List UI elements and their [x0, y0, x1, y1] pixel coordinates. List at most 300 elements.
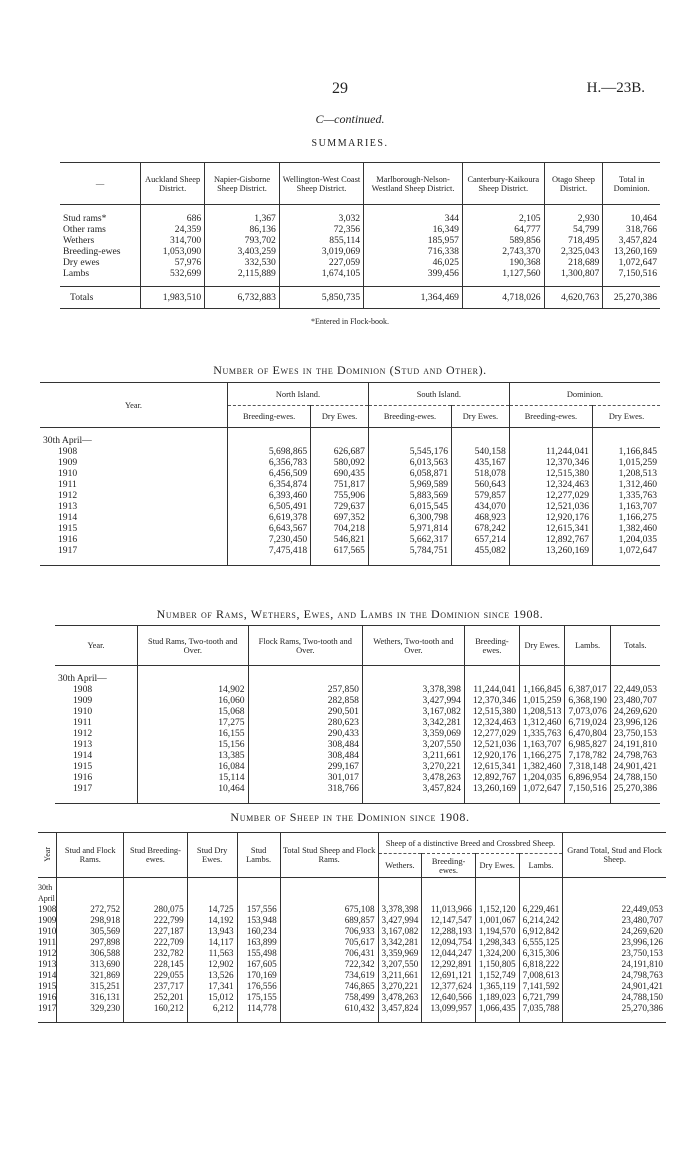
ewes-cell: 1,204,035: [592, 534, 660, 545]
summaries-col-header: Auckland Sheep District.: [141, 163, 205, 205]
rams-cell: 14,902: [138, 684, 249, 695]
rams-cell: 7,318,148: [565, 761, 610, 772]
ewes-row: [40, 479, 660, 490]
rams-year: 1917: [73, 782, 93, 794]
rams-cell: 24,269,620: [610, 706, 660, 717]
rams-col-header: Lambs.: [565, 626, 610, 666]
sheep-cell: 734,619: [280, 970, 378, 981]
ewes-cell: 12,920,176: [509, 512, 592, 523]
rams-cell: 12,920,176: [464, 750, 519, 761]
sheep-cell: 758,499: [280, 992, 378, 1003]
rams-cell: 15,068: [138, 706, 249, 717]
rams-row: [55, 750, 660, 761]
ewes-cell: 6,356,783: [228, 457, 311, 468]
sheep-table-title: Number of Sheep in the Dominion since 1908.: [230, 810, 470, 824]
summaries-row-label: Breeding-ewes: [63, 245, 121, 257]
ewes-cell: 6,643,567: [228, 523, 311, 534]
sheep-cell: 272,752: [57, 904, 124, 915]
rams-cell: 23,750,153: [610, 728, 660, 739]
ewes-cell: 690,435: [311, 468, 369, 479]
summaries-row: [60, 257, 660, 268]
summaries-cell: 716,338: [364, 246, 463, 257]
rams-year: 1909: [73, 694, 93, 706]
ewes-cell: 12,892,767: [509, 534, 592, 545]
ewes-cell: 12,515,380: [509, 468, 592, 479]
sheep-year-header: Year: [42, 846, 52, 862]
summaries-totals-label: Totals: [70, 292, 94, 303]
sheep-cell: 305,569: [57, 926, 124, 937]
rams-cell: 301,017: [248, 772, 362, 783]
ewes-year: 1909: [58, 456, 78, 468]
sheep-cell: 689,857: [280, 915, 378, 926]
sheep-cell: 237,717: [124, 981, 188, 992]
summaries-cell: 10,464: [603, 213, 660, 224]
sheep-cell: 155,498: [237, 948, 280, 959]
sheep-cell: 222,799: [124, 915, 188, 926]
rams-col-header: Wethers, Two-tooth and Over.: [362, 626, 464, 666]
summaries-cell: 532,699: [141, 268, 205, 279]
sheep-cell: 3,211,661: [378, 970, 422, 981]
sheep-cell: 12,292,891: [422, 959, 476, 970]
sheep-cell: 1,189,023: [475, 992, 519, 1003]
ewes-group-north: North Island.: [228, 383, 369, 406]
ewes-table-title: Number of Ewes in the Dominion (Stud and Other).: [213, 363, 487, 377]
ewes-cell: 5,969,589: [368, 479, 451, 490]
ewes-cell: 1,208,513: [592, 468, 660, 479]
sheep-cell: 17,341: [187, 981, 237, 992]
ewes-cell: 1,166,275: [592, 512, 660, 523]
ewes-cell: 11,244,041: [509, 446, 592, 457]
sheep-cell: 160,212: [124, 1003, 188, 1014]
sheep-cell: 24,191,810: [563, 959, 666, 970]
summaries-cell: 1,072,647: [603, 257, 660, 268]
sheep-cell: 6,315,306: [519, 948, 563, 959]
page-number: 29: [332, 80, 348, 97]
ewes-year: 1913: [58, 500, 78, 512]
rams-cell: 22,449,053: [610, 684, 660, 695]
sheep-cell: 329,230: [57, 1003, 124, 1014]
rams-col-header: Flock Rams, Two-tooth and Over.: [248, 626, 362, 666]
rams-cell: 24,788,150: [610, 772, 660, 783]
ewes-cell: 697,352: [311, 512, 369, 523]
summaries-row: [60, 268, 660, 279]
summaries-cell: 2,105: [462, 213, 544, 224]
rams-cell: 17,275: [138, 717, 249, 728]
rams-cell: 282,858: [248, 695, 362, 706]
sheep-cell: 3,359,969: [378, 948, 422, 959]
ewes-cell: 617,565: [311, 545, 369, 556]
sheep-row: [38, 959, 666, 970]
sheep-cell: 6,555,125: [519, 937, 563, 948]
summaries-col-header: Canterbury-Kaikoura Sheep District.: [462, 163, 544, 205]
sheep-cell: 228,145: [124, 959, 188, 970]
ewes-cell: 1,015,259: [592, 457, 660, 468]
summaries-cell: 3,457,824: [603, 235, 660, 246]
sheep-cell: 3,478,263: [378, 992, 422, 1003]
ewes-year: 1912: [58, 489, 78, 501]
ewes-cell: 12,324,463: [509, 479, 592, 490]
rams-table-title: Number of Rams, Wethers, Ewes, and Lambs in the Dominion since 1908.: [156, 607, 544, 621]
sheep-cell: 22,449,053: [563, 904, 666, 915]
summaries-cell: 314,700: [141, 235, 205, 246]
ewes-cell: 1,335,763: [592, 490, 660, 501]
summaries-cell: 46,025: [364, 257, 463, 268]
sheep-row: [38, 948, 666, 959]
rams-cell: 3,478,263: [362, 772, 464, 783]
ewes-sub-dry: Dry Ewes.: [311, 406, 369, 428]
rams-cell: 1,163,707: [520, 739, 565, 750]
ewes-cell: 5,784,751: [368, 545, 451, 556]
summaries-cell: 318,766: [603, 224, 660, 235]
ewes-cell: 5,545,176: [368, 446, 451, 457]
rams-row: [55, 706, 660, 717]
summaries-cell: 344: [364, 213, 463, 224]
summaries-cell: 1,674,105: [279, 268, 363, 279]
sheep-cell: 7,141,592: [519, 981, 563, 992]
rams-cell: 16,060: [138, 695, 249, 706]
rams-cell: 1,166,275: [520, 750, 565, 761]
summaries-table: [60, 162, 660, 309]
ewes-cell: 6,505,491: [228, 501, 311, 512]
rams-cell: 13,260,169: [464, 783, 519, 794]
sheep-cell: 3,457,824: [378, 1003, 422, 1014]
rams-cell: 1,072,647: [520, 783, 565, 794]
summaries-total-cell: 6,732,883: [205, 287, 280, 309]
summaries-row-label: Wethers: [63, 234, 95, 246]
rams-row: [55, 783, 660, 794]
sheep-cell: 11,563: [187, 948, 237, 959]
sheep-year: 1915: [38, 981, 57, 991]
sheep-col-grand-total: Grand Total, Stud and Flock Sheep.: [563, 833, 666, 878]
ewes-row: [40, 545, 660, 556]
summaries-cell: 218,689: [544, 257, 603, 268]
rams-year: 1908: [73, 683, 93, 695]
rams-cell: 3,359,069: [362, 728, 464, 739]
summaries-cell: 227,059: [279, 257, 363, 268]
ewes-year-header: Year.: [40, 383, 228, 428]
ewes-cell: 755,906: [311, 490, 369, 501]
ewes-cell: 518,078: [452, 468, 510, 479]
ewes-row: [40, 490, 660, 501]
rams-cell: 12,892,767: [464, 772, 519, 783]
sheep-cell: 1,324,200: [475, 948, 519, 959]
sheep-cell: 6,721,799: [519, 992, 563, 1003]
rams-cell: 6,470,804: [565, 728, 610, 739]
ewes-cell: 12,521,036: [509, 501, 592, 512]
summaries-total-cell: 5,850,735: [279, 287, 363, 309]
sheep-sub-breeding: Breeding-ewes.: [422, 854, 476, 878]
ewes-cell: 6,393,460: [228, 490, 311, 501]
summaries-row-label: Lambs: [63, 267, 90, 279]
sheep-sub-lambs: Lambs.: [519, 854, 563, 878]
summaries-cell: 3,032: [279, 213, 363, 224]
sheep-row: [38, 926, 666, 937]
ewes-sub-breeding: Breeding-ewes.: [228, 406, 311, 428]
rams-cell: 23,996,126: [610, 717, 660, 728]
rams-cell: 12,515,380: [464, 706, 519, 717]
sheep-cell: 12,147,547: [422, 915, 476, 926]
sheep-col-stud-dry: Stud Dry Ewes.: [187, 833, 237, 878]
summaries-row: [60, 235, 660, 246]
ewes-cell: 1,166,845: [592, 446, 660, 457]
rams-cell: 3,378,398: [362, 684, 464, 695]
summaries-cell: 185,957: [364, 235, 463, 246]
rams-cell: 7,150,516: [565, 783, 610, 794]
sheep-cell: 3,427,994: [378, 915, 422, 926]
ewes-row: [40, 468, 660, 479]
sheep-cell: 6,212: [187, 1003, 237, 1014]
sheep-cell: 1,152,120: [475, 904, 519, 915]
sheep-cell: 24,901,421: [563, 981, 666, 992]
sheep-cell: 3,167,082: [378, 926, 422, 937]
sheep-cell: 6,818,222: [519, 959, 563, 970]
ewes-cell: 12,370,346: [509, 457, 592, 468]
rams-cell: 1,208,513: [520, 706, 565, 717]
rams-cell: 6,368,190: [565, 695, 610, 706]
ewes-row: [40, 446, 660, 457]
sheep-cell: 229,055: [124, 970, 188, 981]
ewes-cell: 6,456,509: [228, 468, 311, 479]
ewes-cell: 729,637: [311, 501, 369, 512]
sheep-cell: 167,605: [237, 959, 280, 970]
sheep-cell: 160,234: [237, 926, 280, 937]
rams-cell: 10,464: [138, 783, 249, 794]
sheep-cell: 170,169: [237, 970, 280, 981]
sheep-sub-wethers: Wethers.: [378, 854, 422, 878]
ewes-cell: 435,167: [452, 457, 510, 468]
rams-col-header: Year.: [87, 641, 105, 650]
summaries-row: [60, 246, 660, 257]
summaries-cell: 190,368: [462, 257, 544, 268]
sheep-cell: 23,750,153: [563, 948, 666, 959]
rams-year: 1916: [73, 771, 93, 783]
rams-cell: 257,850: [248, 684, 362, 695]
ewes-year: 1916: [58, 533, 78, 545]
summaries-cell: 793,702: [205, 235, 280, 246]
ewes-cell: 12,615,341: [509, 523, 592, 534]
sheep-cell: 3,270,221: [378, 981, 422, 992]
sheep-year: 1910: [38, 926, 57, 936]
summaries-col-header: —: [95, 179, 105, 188]
sheep-date-label-2: April: [38, 894, 55, 903]
ewes-year: 1910: [58, 467, 78, 479]
sheep-table: [38, 832, 666, 1023]
ewes-row: [40, 457, 660, 468]
summaries-col-header: Napier-Gisborne Sheep District.: [205, 163, 280, 205]
summaries-cell: 855,114: [279, 235, 363, 246]
summaries-cell: 686: [141, 213, 205, 224]
sheep-cell: 12,094,754: [422, 937, 476, 948]
rams-row: [55, 717, 660, 728]
rams-year: 1911: [73, 716, 92, 728]
rams-cell: 7,073,076: [565, 706, 610, 717]
sheep-cell: 12,691,121: [422, 970, 476, 981]
summaries-cell: 2,743,370: [462, 246, 544, 257]
summaries-cell: 332,530: [205, 257, 280, 268]
sheep-cell: 675,108: [280, 904, 378, 915]
sheep-cell: 24,798,763: [563, 970, 666, 981]
rams-cell: 299,167: [248, 761, 362, 772]
rams-cell: 12,615,341: [464, 761, 519, 772]
summaries-col-header: Total in Dominion.: [603, 163, 660, 205]
ewes-cell: 6,619,378: [228, 512, 311, 523]
sheep-cell: 176,556: [237, 981, 280, 992]
ewes-cell: 1,072,647: [592, 545, 660, 556]
summaries-cell: 57,976: [141, 257, 205, 268]
rams-row: [55, 761, 660, 772]
summaries-row-label: Dry ewes: [63, 256, 100, 268]
rams-cell: 1,015,259: [520, 695, 565, 706]
ewes-sub-dry: Dry Ewes.: [452, 406, 510, 428]
ewes-cell: 560,643: [452, 479, 510, 490]
rams-table: [55, 625, 660, 804]
sheep-cell: 24,788,150: [563, 992, 666, 1003]
sheep-cell: 15,012: [187, 992, 237, 1003]
sheep-cell: 7,035,788: [519, 1003, 563, 1014]
ewes-cell: 13,260,169: [509, 545, 592, 556]
sheep-cell: 175,155: [237, 992, 280, 1003]
summaries-cell: 399,456: [364, 268, 463, 279]
sheep-year: 1913: [38, 959, 57, 969]
sheep-cell: 298,918: [57, 915, 124, 926]
sheep-cell: 706,933: [280, 926, 378, 937]
rams-col-header: Stud Rams, Two-tooth and Over.: [138, 626, 249, 666]
rams-cell: 16,155: [138, 728, 249, 739]
ewes-cell: 6,354,874: [228, 479, 311, 490]
sheep-cell: 157,556: [237, 904, 280, 915]
summaries-cell: 72,356: [279, 224, 363, 235]
sheep-cell: 13,943: [187, 926, 237, 937]
summaries-cell: 1,367: [205, 213, 280, 224]
ewes-cell: 6,013,563: [368, 457, 451, 468]
summaries-cell: 2,930: [544, 213, 603, 224]
ewes-cell: 540,158: [452, 446, 510, 457]
sheep-row: [38, 937, 666, 948]
rams-row: [55, 684, 660, 695]
sheep-cell: 280,075: [124, 904, 188, 915]
rams-cell: 290,433: [248, 728, 362, 739]
sheep-cell: 297,898: [57, 937, 124, 948]
ewes-cell: 546,821: [311, 534, 369, 545]
ewes-cell: 657,214: [452, 534, 510, 545]
ewes-row: [40, 534, 660, 545]
sheep-cell: 1,150,805: [475, 959, 519, 970]
sheep-cell: 1,001,067: [475, 915, 519, 926]
ewes-group-dominion: Dominion.: [509, 383, 660, 406]
sheep-cell: 163,899: [237, 937, 280, 948]
rams-cell: 3,167,082: [362, 706, 464, 717]
rams-year: 1915: [73, 760, 93, 772]
rams-cell: 24,798,763: [610, 750, 660, 761]
sheep-cell: 3,342,281: [378, 937, 422, 948]
rams-cell: 3,207,550: [362, 739, 464, 750]
ewes-group-south: South Island.: [368, 383, 509, 406]
ewes-sub-dry: Dry Ewes.: [592, 406, 660, 428]
sheep-date-label-1: 30th: [38, 883, 53, 892]
summaries-total-cell: 1,983,510: [141, 287, 205, 309]
sheep-cell: 114,778: [237, 1003, 280, 1014]
summaries-col-header: Marlborough-Nelson-Westland Sheep District.: [364, 163, 463, 205]
sheep-col-stud-flock: Stud and Flock Rams.: [57, 833, 124, 878]
rams-col-header: Dry Ewes.: [520, 626, 565, 666]
ewes-row: [40, 523, 660, 534]
sheep-cell: 232,782: [124, 948, 188, 959]
sheep-row: [38, 970, 666, 981]
ewes-cell: 580,092: [311, 457, 369, 468]
sheep-cell: 25,270,386: [563, 1003, 666, 1014]
sheep-cell: 746,865: [280, 981, 378, 992]
sheep-cell: 252,201: [124, 992, 188, 1003]
summaries-cell: 54,799: [544, 224, 603, 235]
summaries-row: [60, 213, 660, 224]
ewes-cell: 579,857: [452, 490, 510, 501]
summaries-cell: 24,359: [141, 224, 205, 235]
rams-cell: 308,484: [248, 739, 362, 750]
sheep-cell: 3,378,398: [378, 904, 422, 915]
sheep-year: 1917: [38, 1003, 57, 1013]
rams-col-header: Breeding-ewes.: [464, 626, 519, 666]
rams-cell: 318,766: [248, 783, 362, 794]
sheep-cell: 1,298,343: [475, 937, 519, 948]
rams-year: 1912: [73, 727, 93, 739]
sheep-cell: 23,996,126: [563, 937, 666, 948]
summaries-total-cell: 1,364,469: [364, 287, 463, 309]
summaries-cell: 16,349: [364, 224, 463, 235]
sheep-cell: 321,869: [57, 970, 124, 981]
summaries-cell: 718,495: [544, 235, 603, 246]
sheep-cell: 306,588: [57, 948, 124, 959]
ewes-year: 1908: [58, 445, 78, 457]
sheep-cell: 13,526: [187, 970, 237, 981]
rams-cell: 11,244,041: [464, 684, 519, 695]
sheep-cell: 13,099,957: [422, 1003, 476, 1014]
ewes-cell: 626,687: [311, 446, 369, 457]
sheep-cell: 12,902: [187, 959, 237, 970]
rams-cell: 24,191,810: [610, 739, 660, 750]
sheep-cell: 313,690: [57, 959, 124, 970]
ewes-cell: 12,277,029: [509, 490, 592, 501]
ewes-cell: 6,015,545: [368, 501, 451, 512]
ewes-cell: 678,242: [452, 523, 510, 534]
ewes-cell: 5,971,814: [368, 523, 451, 534]
rams-cell: 12,277,029: [464, 728, 519, 739]
sheep-cell: 12,044,247: [422, 948, 476, 959]
ewes-cell: 751,817: [311, 479, 369, 490]
sheep-year: 1909: [38, 915, 57, 925]
sheep-year: 1908: [38, 904, 57, 914]
ewes-date-label: 30th April—: [43, 434, 92, 446]
sheep-cell: 6,229,461: [519, 904, 563, 915]
summaries-cell: 2,115,889: [205, 268, 280, 279]
sheep-row: [38, 1003, 666, 1014]
sheep-cell: 24,269,620: [563, 926, 666, 937]
rams-year: 1913: [73, 738, 93, 750]
sheep-cell: 722,342: [280, 959, 378, 970]
rams-row: [55, 695, 660, 706]
sheep-cell: 6,912,842: [519, 926, 563, 937]
sheep-col-stud-lambs: Stud Lambs.: [237, 833, 280, 878]
sheep-cell: 12,377,624: [422, 981, 476, 992]
summaries-total-cell: 4,620,763: [544, 287, 603, 309]
rams-cell: 12,324,463: [464, 717, 519, 728]
sheep-cell: 610,432: [280, 1003, 378, 1014]
ewes-cell: 1,163,707: [592, 501, 660, 512]
ewes-cell: 6,058,871: [368, 468, 451, 479]
summaries-cell: 86,136: [205, 224, 280, 235]
rams-cell: 308,484: [248, 750, 362, 761]
ewes-cell: 5,662,317: [368, 534, 451, 545]
sheep-cell: 11,013,966: [422, 904, 476, 915]
